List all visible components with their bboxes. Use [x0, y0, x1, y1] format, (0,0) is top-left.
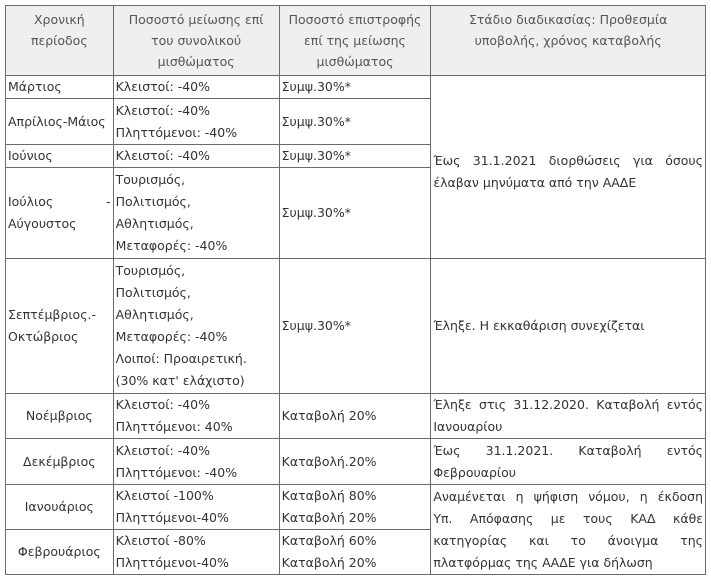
period-cell: Ιούλιος - Αύγουστος	[6, 168, 114, 259]
table-row	[6, 259, 706, 394]
return-cell: Καταβολή 20%	[279, 394, 431, 439]
period-cell: Σεπτέμβριος.- Οκτώβριος	[6, 259, 114, 394]
reduction-cell: Κλειστοί -100% Πληττόμενοι-40%	[113, 485, 279, 530]
period-cell: Μάρτιος	[6, 76, 114, 99]
header-row	[6, 6, 706, 76]
return-cell: Καταβολή 60% Καταβολή 20%	[279, 530, 431, 575]
period-cell: Ιανουάριος	[6, 485, 114, 530]
reduction-cell: Κλειστοί: -40%	[113, 76, 279, 99]
return-cell: Καταβολή 80% Καταβολή 20%	[279, 485, 431, 530]
reduction-cell: Κλειστοί: -40%	[113, 145, 279, 168]
reduction-cell: Τουρισμός, Πολιτισμός, Αθλητισμός, Μεταφορές: -40% Λοιποί: Προαιρετική. (30% κατ' ελάχιστο)	[113, 259, 279, 394]
table-row	[6, 439, 706, 485]
period-cell: Απρίλιος-Μάιος	[6, 99, 114, 145]
reduction-cell: Κλειστοί: -40% Πληττόμενοι: -40%	[113, 439, 279, 485]
table-row	[6, 485, 706, 530]
reduction-cell: Κλειστοί -80% Πληττόμενοι-40%	[113, 530, 279, 575]
stage-cell: Έληξε. Η εκκαθάριση συνεχίζεται	[431, 259, 706, 394]
header-reduction: Ποσοστό μείωσης επί του συνολικού μισθώματος	[113, 6, 279, 76]
rent-reduction-table	[5, 5, 706, 575]
period-cell: Νοέμβριος	[6, 394, 114, 439]
stage-cell-march-aug: Έως 31.1.2021 διορθώσεις για όσους έλαβαν μηνύματα από την ΑΑΔΕ	[431, 76, 706, 259]
reduction-cell: Κλειστοί: -40% Πληττόμενοι: -40%	[113, 99, 279, 145]
stage-cell: Έως 31.1.2021. Καταβολή εντός Φεβρουαρίου	[431, 439, 706, 485]
return-cell: Συμψ.30%*	[279, 76, 431, 99]
header-stage: Στάδιο διαδικασίας: Προθεσμία υποβολής, χρόνος καταβολής	[431, 6, 706, 76]
table-row	[6, 394, 706, 439]
return-cell: Καταβολή.20%	[279, 439, 431, 485]
return-cell: Συμψ.30%*	[279, 259, 431, 394]
reduction-cell: Τουρισμός, Πολιτισμός, Αθλητισμός, Μεταφορές: -40%	[113, 168, 279, 259]
period-cell: Φεβρουάριος	[6, 530, 114, 575]
table-row	[6, 76, 706, 99]
stage-cell: Έληξε στις 31.12.2020. Καταβολή εντός Ιανουαρίου	[431, 394, 706, 439]
period-cell: Δεκέμβριος	[6, 439, 114, 485]
header-period: Χρονική περίοδος	[6, 6, 114, 76]
return-cell: Συμψ.30%*	[279, 145, 431, 168]
header-return: Ποσοστό επιστροφής επί της μείωσης μισθώματος	[279, 6, 431, 76]
return-cell: Συμψ.30%*	[279, 168, 431, 259]
return-cell: Συμψ.30%*	[279, 99, 431, 145]
reduction-cell: Κλειστοί: -40% Πληττόμενοι: 40%	[113, 394, 279, 439]
stage-cell-jan-feb: Αναμένεται η ψήφιση νόμου, η έκδοση Υπ. Απόφασης με τους ΚΑΔ κάθε κατηγορίας και το άνοιγμα της πλατφόρμας της ΑΑΔΕ για δήλωση	[431, 485, 706, 575]
period-cell: Ιούνιος	[6, 145, 114, 168]
